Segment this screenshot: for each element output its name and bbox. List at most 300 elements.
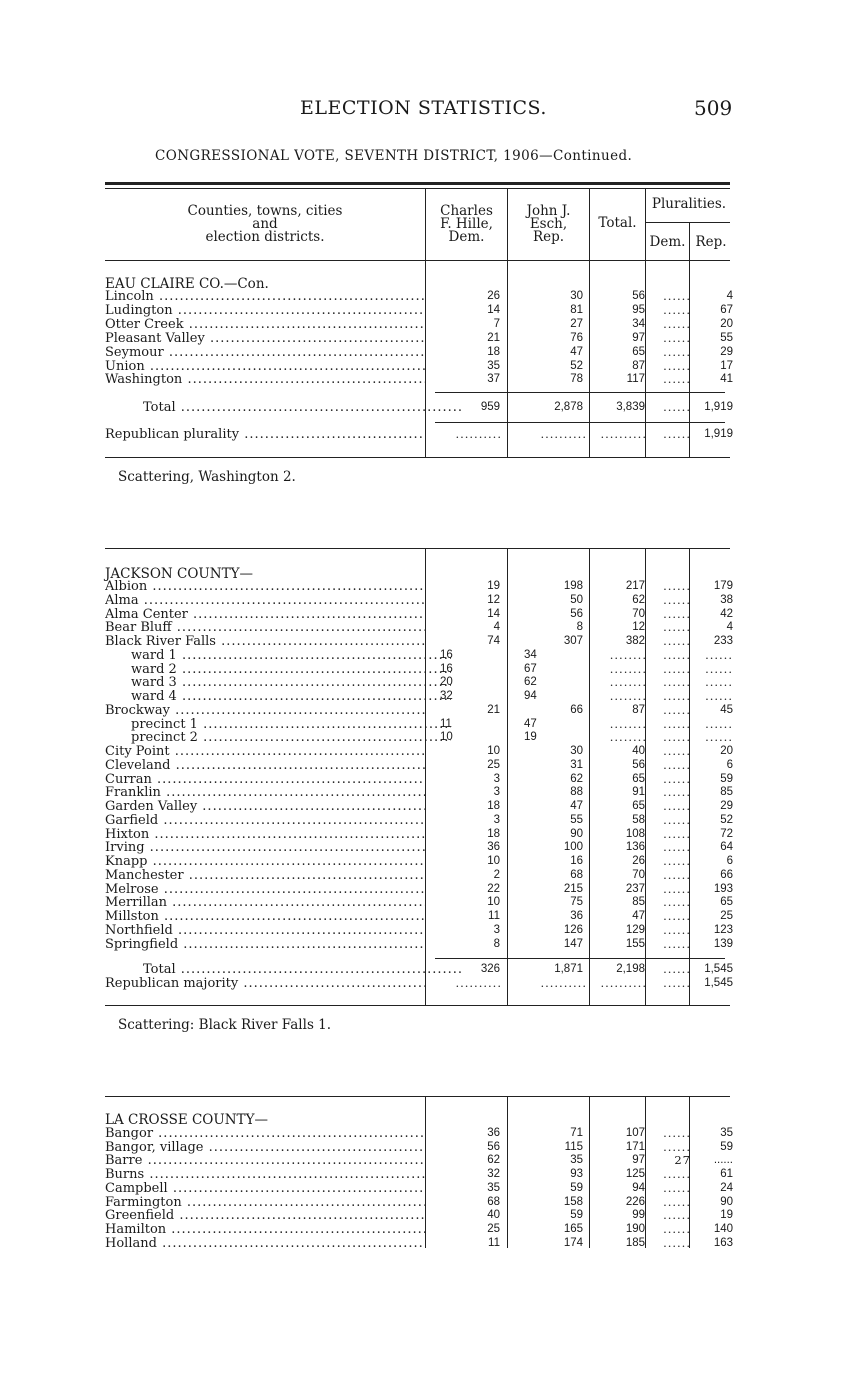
rep-votes: 174 <box>563 1236 583 1249</box>
dem-plurality: ...... <box>663 316 691 331</box>
total-header: Total. <box>598 215 637 231</box>
dem-votes: 32 <box>487 1168 500 1181</box>
header-rule-top <box>105 182 730 185</box>
table-row <box>105 828 735 842</box>
rep-plurality: 20 <box>720 745 733 757</box>
filler-dots: .......... <box>455 976 502 990</box>
row-label: precinct 2 ..... <box>105 731 451 745</box>
rep-votes: 198 <box>563 580 583 592</box>
rep-votes: 47 <box>570 800 583 812</box>
total-votes: 65 <box>632 772 645 785</box>
dem-plurality: ...... <box>663 1235 691 1250</box>
rep-plurality: ...... <box>713 1154 733 1167</box>
total-votes: 190 <box>625 1222 645 1235</box>
row-label: Franklin ..... <box>105 786 425 800</box>
dem-votes: 25 <box>487 1222 500 1235</box>
total-votes: 26 <box>632 855 645 867</box>
total-votes: 136 <box>625 841 645 854</box>
row-label: Hixton ..... <box>105 828 425 842</box>
rep-votes: 307 <box>563 635 583 647</box>
row-label: Garden Valley ..... <box>105 800 425 814</box>
county-heading-la-crosse: LA CROSSE COUNTY— <box>105 1112 268 1128</box>
dem-votes: 40 <box>487 1209 500 1222</box>
table-row <box>105 814 735 828</box>
scattering-note: Scattering, Washington 2. <box>118 469 296 485</box>
rep-plurality: 25 <box>720 910 733 922</box>
dem-votes: 3 <box>493 786 500 799</box>
row-label: Bear Bluff ..... <box>105 621 425 635</box>
dem-candidate-header: Charles F. Hille, Dem. <box>440 203 493 245</box>
dem-votes: 11 <box>488 910 500 922</box>
rep-candidate-header: John J. Esch, Rep. <box>526 203 571 245</box>
rep-votes: 67 <box>524 662 537 675</box>
dem-votes: 4 <box>493 621 500 634</box>
dem-votes: 10 <box>487 896 500 909</box>
dem-plurality: ...... <box>663 579 691 593</box>
filler-dots: ........ <box>609 647 647 662</box>
dem-plurality: ...... <box>663 812 691 827</box>
dem-votes: 35 <box>487 359 500 372</box>
row-label: Brockway ..... <box>105 704 425 718</box>
sub-row <box>105 731 735 745</box>
row-label: Total ..... <box>105 401 463 415</box>
rep-votes: 2,878 <box>554 401 583 413</box>
rep-plurality: 38 <box>720 593 733 606</box>
dem-plurality: ...... <box>663 330 691 345</box>
filler-dots: ...... <box>705 647 733 662</box>
rep-plurality: 55 <box>720 331 733 344</box>
table-row <box>105 1237 735 1251</box>
dem-votes: 35 <box>487 1181 500 1194</box>
total-votes: 99 <box>632 1209 645 1222</box>
plurality-dem-header: Dem. <box>649 234 686 250</box>
rep-votes: 215 <box>563 882 583 895</box>
rep-votes: 81 <box>570 303 583 316</box>
dem-plurality: ...... <box>663 1139 691 1154</box>
total-votes: 94 <box>632 1181 645 1194</box>
rep-votes: 78 <box>570 373 583 386</box>
sub-row <box>105 649 735 663</box>
row-label: ward 1 ..... <box>105 649 451 663</box>
table-row <box>105 1154 735 1168</box>
filler-dots: ...... <box>705 730 733 745</box>
table-row <box>105 704 735 718</box>
rep-plurality: 66 <box>720 868 733 881</box>
filler-dots: ........ <box>609 661 647 676</box>
dem-votes: 16 <box>440 648 453 661</box>
rep-plurality: 4 <box>726 621 733 634</box>
row-label: Curran ..... <box>105 773 425 787</box>
dem-votes: 62 <box>487 1154 500 1167</box>
table-row <box>105 594 735 608</box>
rep-votes: 62 <box>570 772 583 785</box>
table-row <box>105 855 735 869</box>
table-row <box>105 1127 735 1141</box>
table-row <box>105 635 735 649</box>
row-label: Republican plurality ..... <box>105 428 425 442</box>
rep-votes: 56 <box>570 607 583 620</box>
rep-plurality: 85 <box>720 786 733 799</box>
plurality-rep-header: Rep. <box>695 234 727 250</box>
rep-plurality: 35 <box>720 1127 733 1139</box>
dem-plurality: ...... <box>663 289 691 303</box>
rep-plurality: 193 <box>713 882 733 895</box>
dem-votes: 36 <box>487 1127 500 1139</box>
row-label: Union ..... <box>105 360 425 374</box>
rep-votes: 31 <box>570 758 583 771</box>
rep-votes: 75 <box>570 896 583 909</box>
rep-votes: 76 <box>570 331 583 344</box>
rep-plurality: 4 <box>726 290 733 302</box>
dem-votes: 74 <box>487 635 500 647</box>
filler-dots: .......... <box>540 976 587 990</box>
dem-votes: 68 <box>487 1195 500 1208</box>
filler-dots: .......... <box>455 427 502 441</box>
dem-plurality: ...... <box>663 372 691 387</box>
dem-votes: 18 <box>487 800 500 812</box>
table-row <box>105 841 735 855</box>
row-label: Washington ..... <box>105 373 425 387</box>
rep-plurality: 59 <box>720 1140 733 1153</box>
table-row <box>105 1223 735 1237</box>
filler-dots: ...... <box>705 675 733 690</box>
table-row <box>105 800 735 814</box>
table-row <box>105 1141 735 1155</box>
table-row <box>105 1182 735 1196</box>
rep-plurality: 1,919 <box>704 401 733 413</box>
rep-votes: 100 <box>563 841 583 854</box>
row-label: precinct 1 ..... <box>105 718 451 732</box>
dem-plurality: ...... <box>663 744 691 758</box>
place-column-header: Counties, towns, cities and election districts. <box>187 203 343 245</box>
dem-plurality: ...... <box>663 867 691 882</box>
rep-votes: 27 <box>570 317 583 330</box>
dem-plurality: ...... <box>663 962 691 976</box>
rep-votes: 50 <box>570 593 583 606</box>
rep-plurality: 64 <box>720 841 733 854</box>
rep-votes: 59 <box>570 1209 583 1222</box>
rep-plurality: 6 <box>726 855 733 867</box>
total-votes: 97 <box>632 1154 645 1167</box>
row-label: ward 3 ..... <box>105 676 451 690</box>
table-row <box>105 924 735 938</box>
row-label: Campbell ..... <box>105 1182 425 1196</box>
dem-plurality: ...... <box>663 592 691 607</box>
dem-votes: 7 <box>493 317 500 330</box>
rep-plurality: 41 <box>720 373 733 386</box>
total-votes: 97 <box>632 331 645 344</box>
filler-dots: ........ <box>609 689 647 703</box>
filler-dots: ...... <box>705 661 733 676</box>
table-row <box>105 318 735 332</box>
rep-plurality: 90 <box>720 1195 733 1208</box>
dem-plurality: ...... <box>663 826 691 841</box>
table-row <box>105 621 735 635</box>
dem-plurality: ...... <box>663 344 691 359</box>
dem-votes: 12 <box>487 593 500 606</box>
dem-votes: 2 <box>493 868 500 881</box>
sub-row <box>105 663 735 677</box>
rep-votes: 115 <box>564 1140 583 1153</box>
total-votes: 382 <box>625 635 645 647</box>
plurality-row <box>105 428 735 442</box>
total-votes: 87 <box>632 359 645 372</box>
total-votes: 217 <box>625 580 645 592</box>
filler-dots: ........ <box>609 675 647 690</box>
filler-dots: .......... <box>600 976 647 990</box>
rep-votes: 16 <box>570 855 583 867</box>
dem-votes: 18 <box>487 345 500 358</box>
dem-votes: 3 <box>493 923 500 936</box>
total-votes: 2,198 <box>616 963 645 975</box>
table-row <box>105 290 735 304</box>
dem-plurality: ...... <box>663 1208 691 1223</box>
row-label: Lincoln ..... <box>105 290 425 304</box>
rep-votes: 68 <box>570 868 583 881</box>
total-votes: 185 <box>625 1236 645 1249</box>
rep-plurality: 163 <box>713 1236 733 1249</box>
total-votes: 107 <box>625 1127 645 1139</box>
row-label: Knapp ..... <box>105 855 425 869</box>
dem-votes: 26 <box>487 290 500 302</box>
row-label: Bangor, village ..... <box>105 1141 425 1155</box>
table-row <box>105 1168 735 1182</box>
rep-votes: 126 <box>563 923 583 936</box>
dem-plurality: ...... <box>663 895 691 910</box>
dem-votes: 56 <box>487 1140 500 1153</box>
sub-row <box>105 690 735 704</box>
rep-plurality: 45 <box>720 703 733 716</box>
rep-plurality: 67 <box>720 303 733 316</box>
dem-votes: 11 <box>440 717 452 730</box>
rep-votes: 35 <box>570 1154 583 1167</box>
dem-plurality: 27 <box>674 1153 691 1168</box>
sub-row <box>105 676 735 690</box>
dem-votes: 959 <box>480 401 500 413</box>
dem-plurality: ...... <box>663 1194 691 1209</box>
filler-dots: ...... <box>705 689 733 703</box>
rep-plurality: 6 <box>726 758 733 771</box>
dem-votes: 10 <box>487 855 500 867</box>
row-label: Irving ..... <box>105 841 425 855</box>
dem-plurality: ...... <box>663 358 691 373</box>
rep-votes: 30 <box>570 745 583 757</box>
dem-plurality: ...... <box>663 634 691 648</box>
total-row <box>105 963 735 977</box>
row-label: Albion ..... <box>105 580 425 594</box>
table-row <box>105 938 735 952</box>
rep-plurality: 19 <box>720 1209 733 1222</box>
dem-votes: 20 <box>440 676 453 689</box>
row-label: Farmington ..... <box>105 1196 425 1210</box>
table-row <box>105 373 735 387</box>
dem-votes: 22 <box>487 882 500 895</box>
filler-dots: ...... <box>663 689 691 703</box>
table-row <box>105 304 735 318</box>
dem-votes: 21 <box>487 331 500 344</box>
dem-plurality: ...... <box>663 840 691 855</box>
total-votes: 237 <box>625 882 645 895</box>
table-row <box>105 360 735 374</box>
dem-votes: 18 <box>487 827 500 840</box>
total-votes: 56 <box>632 758 645 771</box>
rep-plurality: 72 <box>720 827 733 840</box>
dem-votes: 11 <box>488 1236 500 1249</box>
filler-dots: ...... <box>663 427 691 441</box>
table-row <box>105 910 735 924</box>
pluralities-header: Pluralities. <box>651 196 727 212</box>
rep-plurality: 139 <box>713 937 733 950</box>
row-label: Greenfield ..... <box>105 1209 425 1223</box>
rep-plurality: 29 <box>720 800 733 812</box>
dem-plurality: ...... <box>663 771 691 786</box>
rep-votes: 47 <box>570 345 583 358</box>
rep-plurality: 1,545 <box>704 963 733 975</box>
dem-votes: 25 <box>487 758 500 771</box>
rep-votes: 8 <box>576 621 583 634</box>
row-label: Burns ..... <box>105 1168 425 1182</box>
row-label: Seymour ..... <box>105 346 425 360</box>
rep-plurality: 59 <box>720 772 733 785</box>
filler-dots: ........ <box>609 716 647 731</box>
dem-votes: 10 <box>440 731 453 744</box>
rep-votes: 88 <box>570 786 583 799</box>
total-votes: 47 <box>632 910 645 922</box>
rep-votes: 158 <box>563 1195 583 1208</box>
rep-plurality: 65 <box>720 896 733 909</box>
rep-votes: 62 <box>524 676 537 689</box>
table-row <box>105 786 735 800</box>
total-votes: 226 <box>625 1195 645 1208</box>
total-votes: 34 <box>632 317 645 330</box>
dem-votes: 16 <box>440 662 453 675</box>
row-label: ward 2 ..... <box>105 663 451 677</box>
dem-plurality: ...... <box>663 936 691 951</box>
county-heading-jackson: JACKSON COUNTY— <box>105 566 253 582</box>
table-row <box>105 608 735 622</box>
total-votes: 171 <box>625 1140 645 1153</box>
dem-plurality: ...... <box>663 1180 691 1195</box>
dem-plurality: ...... <box>663 1221 691 1236</box>
filler-dots: ...... <box>663 716 691 731</box>
row-label: Holland ..... <box>105 1237 425 1251</box>
rep-votes: 36 <box>570 910 583 922</box>
row-label: Merrillan ..... <box>105 896 425 910</box>
dem-votes: 8 <box>493 937 500 950</box>
dem-plurality: ...... <box>663 854 691 868</box>
total-votes: 40 <box>632 745 645 757</box>
total-votes: 65 <box>632 800 645 812</box>
dem-votes: 10 <box>487 745 500 757</box>
dem-plurality: ...... <box>663 606 691 621</box>
dem-plurality: ...... <box>663 909 691 923</box>
rep-plurality: 42 <box>720 607 733 620</box>
total-votes: 117 <box>626 373 645 386</box>
row-label: Northfield ..... <box>105 924 425 938</box>
majority-row <box>105 977 735 991</box>
row-label: Bangor ..... <box>105 1127 425 1141</box>
dem-plurality: ...... <box>663 1167 691 1182</box>
row-label: Ludington ..... <box>105 304 425 318</box>
total-votes: 65 <box>632 345 645 358</box>
total-votes: 95 <box>632 303 645 316</box>
county-heading-eau-claire: EAU CLAIRE CO.—Con. <box>105 276 269 292</box>
row-label: City Point ..... <box>105 745 425 759</box>
rep-plurality: 123 <box>713 923 733 936</box>
total-votes: 85 <box>632 896 645 909</box>
table-row <box>105 773 735 787</box>
dem-plurality: ...... <box>663 881 691 896</box>
row-label: Alma Center ..... <box>105 608 425 622</box>
row-label: Manchester ..... <box>105 869 425 883</box>
rep-plurality: 61 <box>720 1168 733 1181</box>
row-label: Garfield ..... <box>105 814 425 828</box>
filler-dots: ...... <box>663 661 691 676</box>
total-votes: 70 <box>632 868 645 881</box>
row-label: Total ..... <box>105 963 463 977</box>
dem-plurality: ...... <box>663 620 691 635</box>
dem-plurality: ...... <box>663 922 691 937</box>
rep-majority: 1,545 <box>704 977 733 989</box>
total-votes: 91 <box>632 786 645 799</box>
row-label: Black River Falls ..... <box>105 635 425 649</box>
rep-votes: 94 <box>524 690 537 702</box>
row-label: Barre ..... <box>105 1154 425 1168</box>
row-label: Republican majority ..... <box>105 977 425 991</box>
dem-votes: 32 <box>440 690 453 702</box>
rep-votes: 55 <box>570 813 583 826</box>
rep-votes: 59 <box>570 1181 583 1194</box>
rep-votes: 34 <box>524 648 537 661</box>
dem-votes: 14 <box>487 607 500 620</box>
row-label: Melrose ..... <box>105 883 425 897</box>
dem-votes: 37 <box>487 373 500 386</box>
filler-dots: ...... <box>663 647 691 662</box>
sub-row <box>105 718 735 732</box>
total-votes: 58 <box>632 813 645 826</box>
pluralities-rule <box>645 222 730 223</box>
page-number: 509 <box>694 96 733 120</box>
dem-plurality: ...... <box>663 302 691 317</box>
filler-dots: ...... <box>663 976 691 990</box>
dem-plurality: ...... <box>663 400 691 414</box>
filler-dots: ...... <box>705 716 733 731</box>
rep-votes: 52 <box>570 359 583 372</box>
dem-votes: 3 <box>493 813 500 826</box>
row-label: Pleasant Valley ..... <box>105 332 425 346</box>
filler-dots: ........ <box>609 730 647 745</box>
scattering-note: Scattering: Black River Falls 1. <box>118 1017 332 1033</box>
dem-votes: 21 <box>487 703 500 716</box>
total-row <box>105 401 735 415</box>
running-head: ELECTION STATISTICS. <box>300 97 547 119</box>
dem-plurality: ...... <box>663 757 691 772</box>
header-rule-bottom <box>105 260 730 261</box>
rep-plurality: 179 <box>713 580 733 592</box>
filler-dots: ...... <box>663 730 691 745</box>
total-votes: 3,839 <box>616 401 645 413</box>
rep-votes: 93 <box>570 1168 583 1181</box>
rep-votes: 19 <box>524 731 537 744</box>
dem-votes: 19 <box>487 580 500 592</box>
filler-dots: .......... <box>540 427 587 441</box>
row-label: Hamilton ..... <box>105 1223 425 1237</box>
total-votes: 155 <box>625 937 645 950</box>
table-row <box>105 580 735 594</box>
rep-votes: 1,871 <box>554 963 583 975</box>
header-rule-top-thin <box>105 188 730 189</box>
total-votes: 129 <box>625 923 645 936</box>
